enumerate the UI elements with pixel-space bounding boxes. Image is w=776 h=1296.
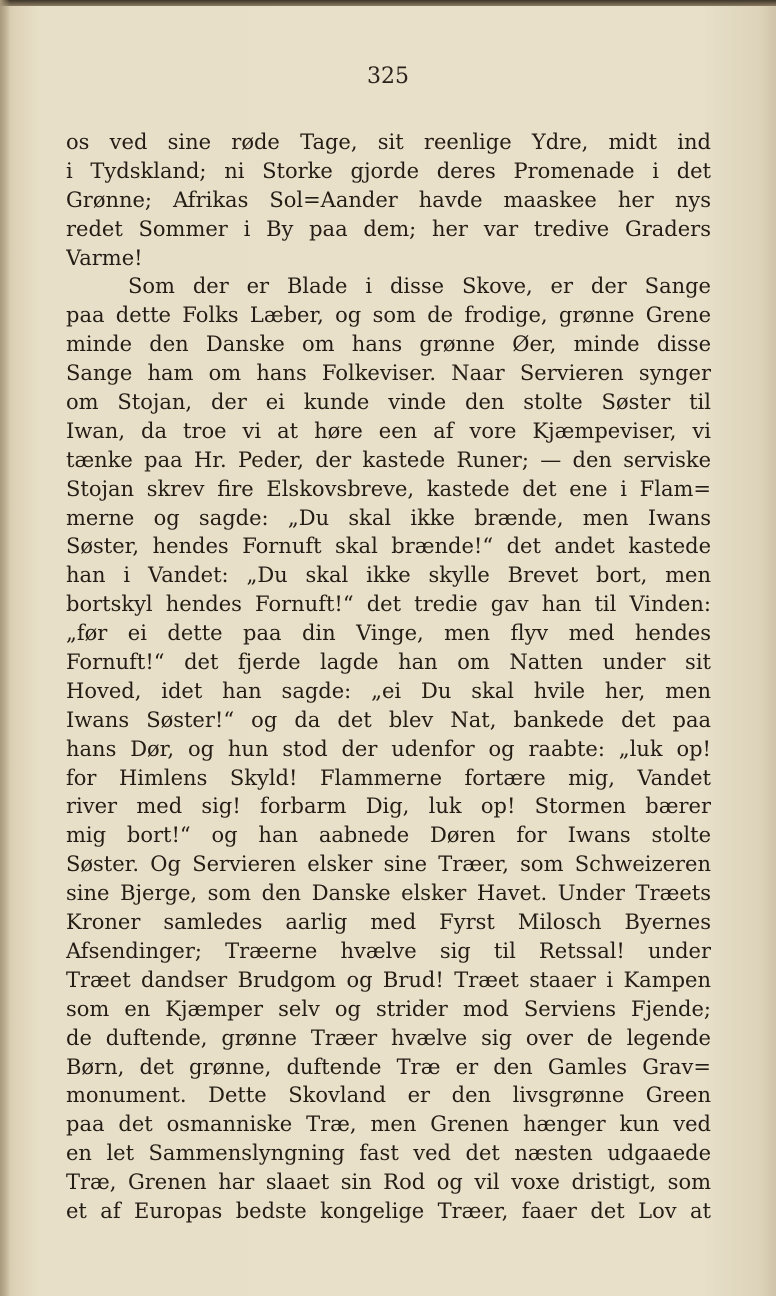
text-line: paa det osmanniske Træ, men Grenen hænger kun ved [66, 1112, 711, 1137]
text-line: i Tydskland; ni Storke gjorde deres Promenade i det [66, 158, 711, 183]
text-line: Søster, hendes Fornuft skal brænde!“ det andet kastede [66, 534, 711, 559]
text-line: for Himlens Skyld! Flammerne fortære mig, Vandet [66, 765, 711, 790]
text-line: Søster. Og Servieren elsker sine Træer, som Schweizeren [66, 852, 711, 877]
text-line: Varme! [66, 245, 143, 270]
text-line: mig bort!“ og han aabnede Døren for Iwans stolte [66, 823, 711, 848]
text-line: minde den Danske om hans grønne Øer, minde disse [66, 332, 711, 357]
text-line: hans Dør, og hun stod der udenfor og raabte: „luk op! [66, 736, 711, 761]
text-line: et af Europas bedste kongelige Træer, faaer det Lov at [66, 1198, 711, 1223]
text-line: sine Bjerge, som den Danske elsker Havet. Under Træets [66, 881, 711, 906]
text-line: Iwans Søster!“ og da det blev Nat, bankede det paa [66, 707, 711, 732]
text-line: de duftende, grønne Træer hvælve sig over de legende [66, 1025, 711, 1050]
text-line: Fornuft!“ det fjerde lagde han om Natten under sit [66, 650, 711, 675]
text-line: en let Sammenslyngning fast ved det næsten udgaaede [66, 1141, 711, 1166]
text-line: redet Sommer i By paa dem; her var tredive Graders [66, 216, 711, 241]
text-line: om Stojan, der ei kunde vinde den stolte Søster til [66, 390, 711, 415]
text-line: Grønne; Afrikas Sol=Aander havde maaskee her nys [66, 187, 711, 212]
text-line: river med sig! forbarm Dig, luk op! Stormen bærer [66, 794, 711, 819]
page-number: 325 [367, 64, 409, 89]
text-line: Stojan skrev fire Elskovsbreve, kastede det ene i Flam= [66, 476, 711, 501]
page-top-edge [0, 0, 776, 6]
text-line: Iwan, da troe vi at høre een af vore Kjæmpeviser, vi [66, 418, 711, 443]
text-line: Sange ham om hans Folkeviser. Naar Servieren synger [66, 361, 711, 386]
text-line: monument. Dette Skovland er den livsgrønne Green [66, 1083, 711, 1108]
text-line: Kroner samledes aarlig med Fyrst Milosch Byernes [66, 910, 711, 935]
text-line: han i Vandet: „Du skal ikke skylle Brevet bort, men [66, 563, 711, 588]
text-line: Børn, det grønne, duftende Træ er den Gamles Grav= [66, 1054, 711, 1079]
text-line: Hoved, idet han sagde: „ei Du skal hvile her, men [66, 678, 711, 703]
body-text [66, 128, 711, 1226]
text-line: bortskyl hendes Fornuft!“ det tredie gav han til Vinden: [66, 592, 711, 617]
text-line: os ved sine røde Tage, sit reenlige Ydre, midt ind [66, 130, 711, 154]
text-line: Som der er Blade i disse Skove, er der Sange [128, 274, 711, 299]
text-line: Træet dandser Brudgom og Brud! Træet staaer i Kampen [66, 967, 711, 992]
text-line: Træ, Grenen har slaaet sin Rod og vil voxe dristigt, som [66, 1170, 711, 1195]
text-line: „før ei dette paa din Vinge, men flyv med hendes [66, 621, 711, 646]
text-line: Afsendinger; Træerne hvælve sig til Retssal! under [66, 938, 711, 963]
text-line: som en Kjæmper selv og strider mod Serviens Fjende; [66, 996, 711, 1021]
binding-shadow [0, 0, 10, 1296]
text-line: tænke paa Hr. Peder, der kastede Runer; — den serviske [66, 447, 711, 472]
text-line: paa dette Folks Læber, og som de frodige, grønne Grene [66, 303, 711, 328]
text-line: merne og sagde: „Du skal ikke brænde, men Iwans [66, 505, 711, 530]
